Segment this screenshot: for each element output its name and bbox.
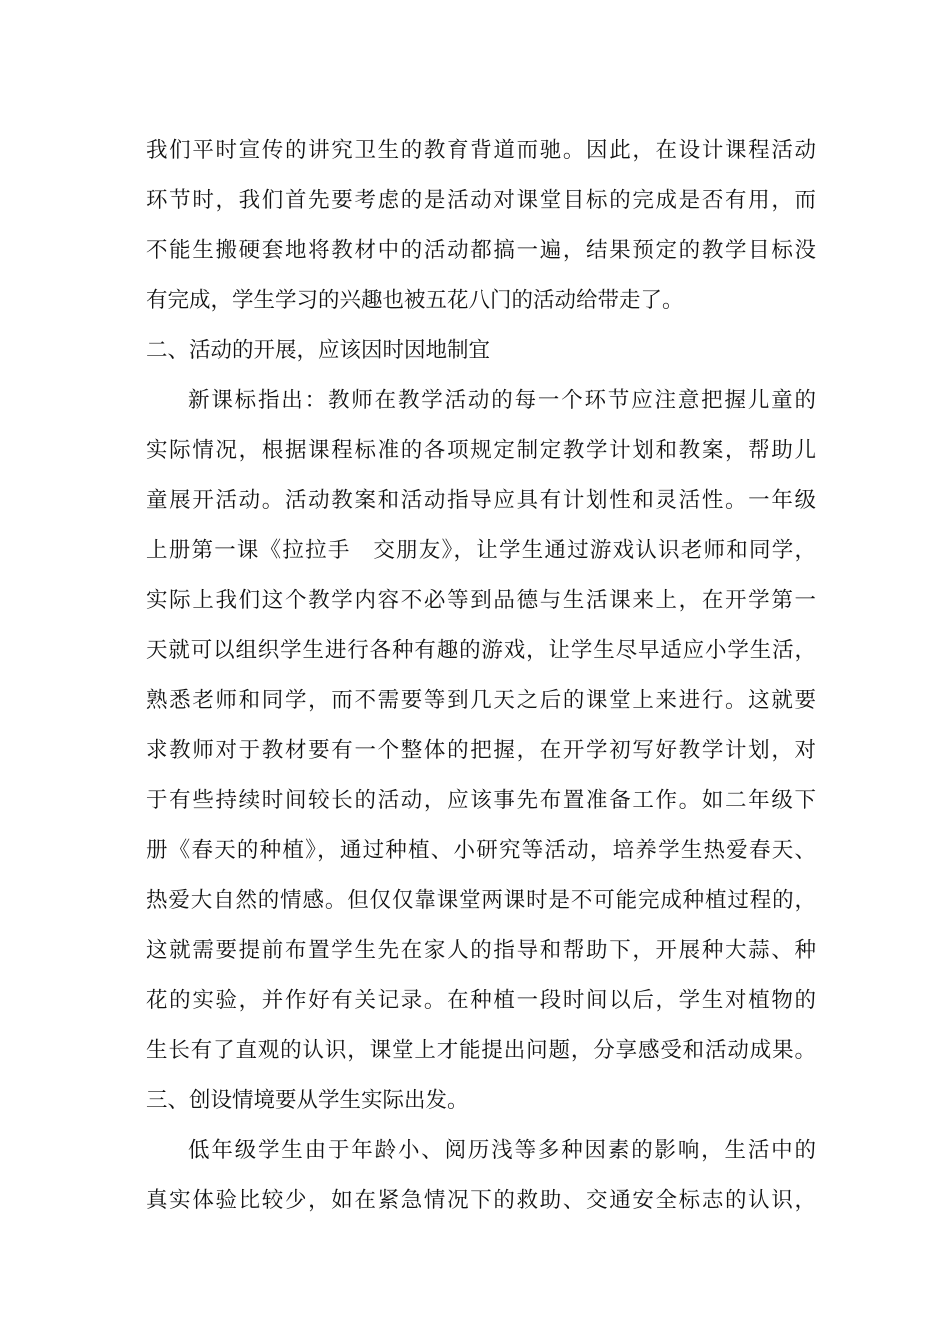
paragraph-line: 生长有了直观的认识，课堂上才能提出问题，分享感受和活动成果。 xyxy=(146,1038,816,1063)
paragraph-line: 热爱大自然的情感。但仅仅靠课堂两课时是不可能完成种植过程的， xyxy=(146,888,816,913)
paragraph-line: 天就可以组织学生进行各种有趣的游戏，让学生尽早适应小学生活， xyxy=(146,638,816,663)
paragraph-line: 求教师对于教材要有一个整体的把握，在开学初写好教学计划，对 xyxy=(146,738,816,763)
paragraph-line: 有完成，学生学习的兴趣也被五花八门的活动给带走了。 xyxy=(146,288,684,313)
paragraph-line: 上册第一课《拉拉手 交朋友》，让学生通过游戏认识老师和同学， xyxy=(146,538,816,563)
paragraph-line: 实际情况，根据课程标准的各项规定制定教学计划和教案，帮助儿 xyxy=(146,438,816,463)
paragraph-line: 真实体验比较少，如在紧急情况下的救助、交通安全标志的认识， xyxy=(146,1188,816,1213)
paragraph-line: 册《春天的种植》，通过种植、小研究等活动，培养学生热爱春天、 xyxy=(146,838,816,863)
paragraph-line: 这就需要提前布置学生先在家人的指导和帮助下，开展种大蒜、种 xyxy=(146,938,816,963)
section-heading: 二、活动的开展，应该因时因地制宜 xyxy=(146,338,491,363)
paragraph-line: 我们平时宣传的讲究卫生的教育背道而驰。因此，在设计课程活动 xyxy=(146,138,816,163)
paragraph-line: 环节时，我们首先要考虑的是活动对课堂目标的完成是否有用，而 xyxy=(146,188,816,213)
paragraph-line: 童展开活动。活动教案和活动指导应具有计划性和灵活性。一年级 xyxy=(146,488,816,513)
section-heading: 三、创设情境要从学生实际出发。 xyxy=(146,1088,469,1113)
paragraph-line: 实际上我们这个教学内容不必等到品德与生活课来上，在开学第一 xyxy=(146,588,816,613)
paragraph-line: 不能生搬硬套地将教材中的活动都搞一遍，结果预定的教学目标没 xyxy=(146,238,816,263)
paragraph-line: 熟悉老师和同学，而不需要等到几天之后的课堂上来进行。这就要 xyxy=(146,688,816,713)
paragraph-line: 花的实验，并作好有关记录。在种植一段时间以后，学生对植物的 xyxy=(146,988,816,1013)
paragraph-line: 新课标指出：教师在教学活动的每一个环节应注意把握儿童的 xyxy=(188,388,816,413)
paragraph-line: 低年级学生由于年龄小、阅历浅等多种因素的影响，生活中的 xyxy=(188,1138,816,1163)
paragraph-line: 于有些持续时间较长的活动，应该事先布置准备工作。如二年级下 xyxy=(146,788,816,813)
